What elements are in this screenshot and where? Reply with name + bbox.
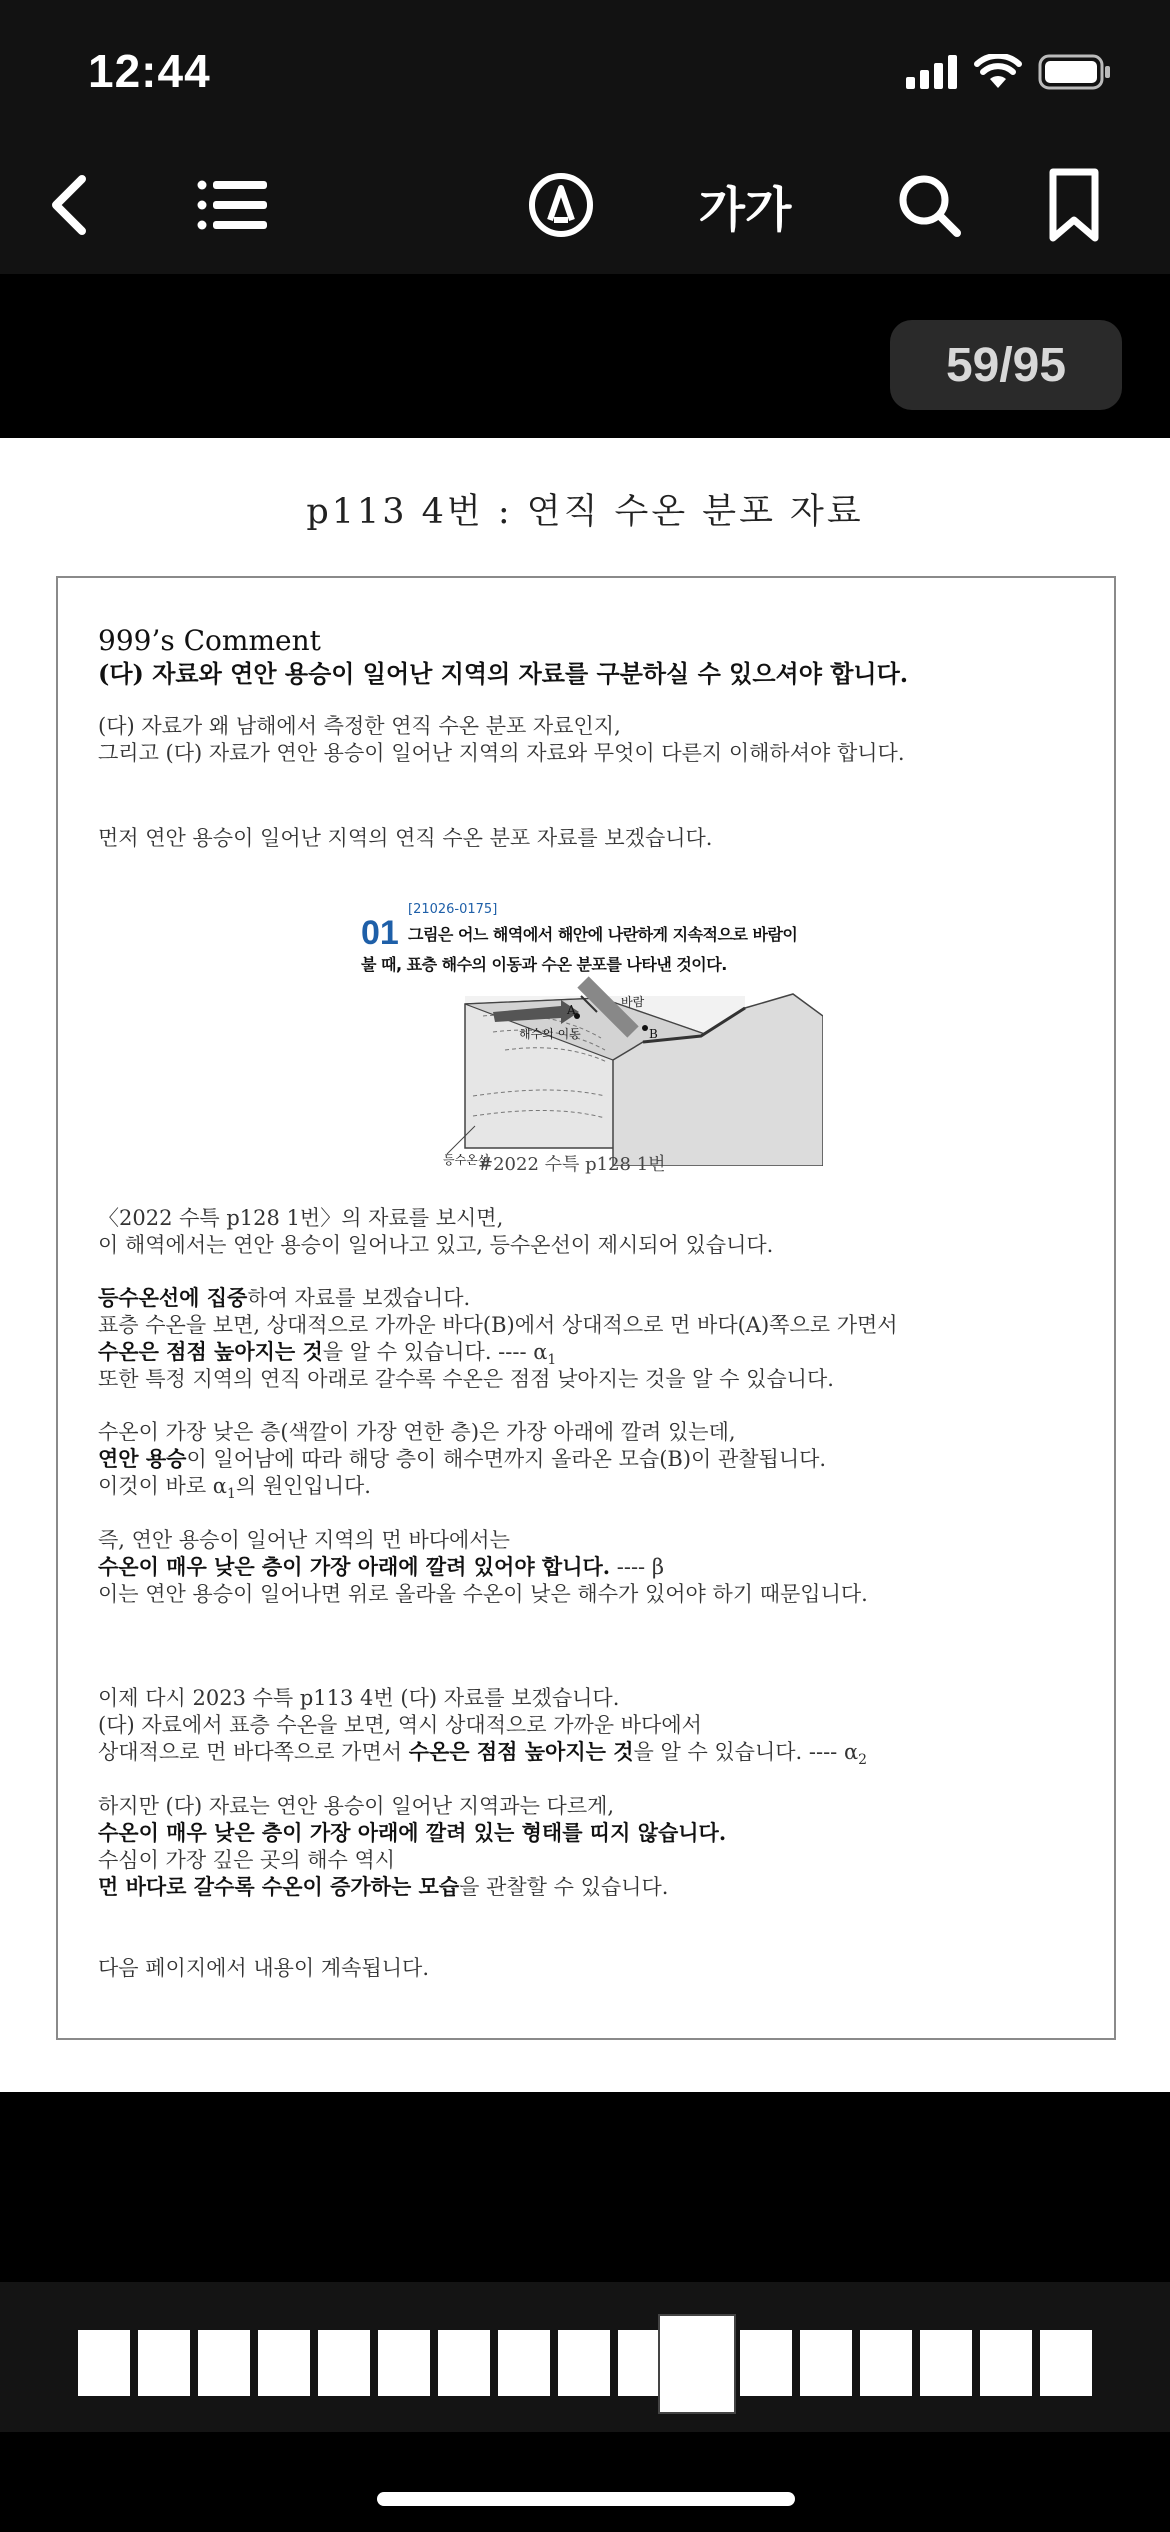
page-thumbnail[interactable] (258, 2330, 310, 2396)
textbook-figure (343, 900, 823, 1166)
comment-heading: 999’s Comment (98, 624, 321, 657)
label-b: B (649, 1027, 658, 1041)
status-time: 12:44 (88, 45, 211, 97)
comment-box (56, 576, 1116, 2040)
label-flow: 해수의 이동 (519, 1027, 581, 1041)
label-isotherm: 등수온선 (443, 1153, 490, 1166)
figure-code: [21026-0175] (408, 902, 498, 917)
label-a: A (567, 1003, 576, 1017)
paragraph-4-line-3-bold: 수온은 점점 높아지는 것 (98, 1339, 323, 1364)
page-thumbnail[interactable] (980, 2330, 1032, 2396)
alpha-subscript-3: 2 (858, 1752, 868, 1769)
paragraph-7-line-2: (다) 자료에서 표층 수온을 보면, 역시 상대적으로 가까운 바다에서 (98, 1713, 702, 1737)
list-icon (197, 179, 267, 231)
paragraph-5-line-1: 수온이 가장 낮은 층(색깔이 가장 연한 층)은 가장 아래에 깔려 있는데, (98, 1420, 736, 1444)
paragraph-3-line-1: 〈2022 수특 p128 1번〉의 자료를 보시면, (98, 1206, 504, 1230)
paragraph-7-line-1: 이제 다시 2023 수특 p113 4번 (다) 자료를 보겠습니다. (98, 1686, 620, 1710)
paragraph-2-line-1: 먼저 연안 용승이 일어난 지역의 연직 수온 분포 자료를 보겠습니다. (98, 826, 713, 850)
paragraph-7-line-3-bold: 수온은 점점 높아지는 것 (408, 1739, 634, 1764)
page-thumbnail[interactable] (138, 2330, 190, 2396)
page-indicator: 59/95 (890, 320, 1122, 410)
paragraph-4-line-1-rest: 하여 자료를 보겠습니다. (247, 1286, 471, 1310)
page-thumbnail[interactable] (860, 2330, 912, 2396)
search-button[interactable] (894, 170, 964, 240)
paragraph-5-line-2-rest: 이 일어남에 따라 해당 층이 해수면까지 올라온 모습(B)이 관찰됩니다. (186, 1447, 827, 1471)
current-page-thumbnail[interactable] (658, 2314, 736, 2414)
paragraph-6-line-2-bold: 수온이 매우 낮은 층이 가장 아래에 깔려 있어야 합니다. (98, 1554, 611, 1579)
page-thumbnail[interactable] (378, 2330, 430, 2396)
annotate-button[interactable] (526, 170, 596, 240)
battery-icon (1038, 54, 1112, 90)
paragraph-6-line-1: 즉, 연안 용승이 일어난 지역의 먼 바다에서는 (98, 1528, 510, 1552)
paragraph-6-line-2-rest: ---- β (610, 1555, 664, 1579)
document-page[interactable] (0, 438, 1170, 2092)
page-thumbnail[interactable] (800, 2330, 852, 2396)
paragraph-4-line-2: 표층 수온을 보면, 상대적으로 가까운 바다(B)에서 상대적으로 먼 바다(A)쪽으로 가면서 (98, 1313, 898, 1337)
home-indicator[interactable] (377, 2492, 795, 2506)
comment-main: (다) 자료와 연안 용승이 일어난 지역의 자료를 구분하실 수 있으셔야 합니다. (98, 659, 909, 688)
page-thumbnail[interactable] (558, 2330, 610, 2396)
page-thumbnail[interactable] (438, 2330, 490, 2396)
bookmark-button[interactable] (1044, 170, 1104, 240)
paragraph-3-line-2: 이 해역에서는 연안 용승이 일어나고 있고, 등수온선이 제시되어 있습니다. (98, 1233, 774, 1257)
upwelling-diagram (343, 976, 823, 1166)
search-icon (896, 172, 962, 238)
font-size-button[interactable]: 가가 (698, 181, 792, 238)
page-thumbnail[interactable] (740, 2330, 792, 2396)
cellular-signal-icon (906, 55, 958, 89)
paragraph-7-line-3-rest: 을 알 수 있습니다. ---- α (633, 1740, 859, 1764)
page-thumbnail[interactable] (318, 2330, 370, 2396)
alpha-subscript-1: 1 (547, 1352, 557, 1369)
page-thumbnail[interactable] (78, 2330, 130, 2396)
label-wind: 바람 (621, 995, 645, 1009)
paragraph-8-line-4-rest: 을 관찰할 수 있습니다. (459, 1875, 669, 1899)
wifi-icon (974, 54, 1022, 90)
paragraph-6-line-3: 이는 연안 용승이 일어나면 위로 올라올 수온이 낮은 해수가 있어야 하기 때문입니다. (98, 1582, 868, 1606)
paragraph-8-line-3: 수심이 가장 깊은 곳의 해수 역시 (98, 1848, 396, 1872)
page-thumbnail[interactable] (198, 2330, 250, 2396)
pen-circle-icon (528, 172, 594, 238)
paragraph-7-line-3-pre: 상대적으로 먼 바다쪽으로 가면서 (98, 1740, 409, 1764)
bookmark-icon (1048, 168, 1100, 242)
paragraph-4-line-4: 또한 특정 지역의 연직 아래로 갈수록 수온은 점점 낮아지는 것을 알 수 있습니다. (98, 1367, 834, 1391)
page-thumbnail[interactable] (1040, 2330, 1092, 2396)
table-of-contents-button[interactable] (194, 170, 270, 240)
figure-number: 01 (361, 914, 399, 952)
paragraph-5-line-3-post: 의 원인입니다. (235, 1474, 371, 1498)
status-icons (906, 54, 1112, 90)
paragraph-4-line-3-rest: 을 알 수 있습니다. ---- α (322, 1340, 548, 1364)
paragraph-5-line-2-bold: 연안 용승 (98, 1446, 187, 1471)
page-title: p113 4번 : 연직 수온 분포 자료 (306, 492, 864, 532)
figure-caption: #2022 수특 p128 1번 (478, 1154, 666, 1175)
paragraph-8-line-4-bold: 먼 바다로 갈수록 수온이 증가하는 모습 (98, 1874, 460, 1899)
paragraph-1-line-1: (다) 자료가 왜 남해에서 측정한 연직 수온 분포 자료인지, (98, 714, 621, 738)
chevron-left-icon (50, 175, 90, 235)
paragraph-1-line-2: 그리고 (다) 자료가 연안 용승이 일어난 지역의 자료와 무엇이 다른지 이해하셔야 합니다. (98, 741, 905, 765)
paragraph-8-line-1: 하지만 (다) 자료는 연안 용승이 일어난 지역과는 다르게, (98, 1794, 615, 1818)
status-bar (0, 0, 1170, 140)
paragraph-8-line-2-bold: 수온이 매우 낮은 층이 가장 아래에 깔려 있는 형태를 띠지 않습니다. (98, 1820, 727, 1845)
paragraph-5-line-3-pre: 이것이 바로 α (98, 1474, 227, 1498)
figure-question-line-2: 불 때, 표층 해수의 이동과 수온 분포를 나타낸 것이다. (361, 955, 727, 974)
page-thumbnail[interactable] (498, 2330, 550, 2396)
back-button[interactable] (40, 170, 100, 240)
continued-note: 다음 페이지에서 내용이 계속됩니다. (98, 1956, 429, 1980)
alpha-subscript-2: 1 (226, 1486, 236, 1503)
paragraph-4-line-1-bold: 등수온선에 집중 (98, 1285, 248, 1310)
page-thumbnail[interactable] (920, 2330, 972, 2396)
figure-question-line-1: 그림은 어느 해역에서 해안에 나란하게 지속적으로 바람이 (408, 925, 798, 944)
